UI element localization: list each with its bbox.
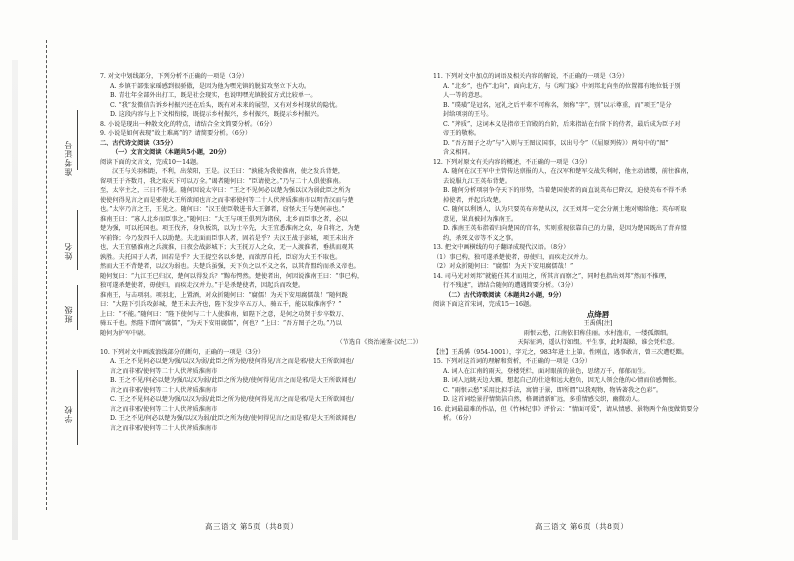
poem-title: 点绛唇 <box>586 309 610 319</box>
text-line: 也，大王宜骚淮南之兵渡淮，日夜会战彭城下；大王抚万人之众，无一人渡淮者，垂拱而观其 <box>100 244 354 251</box>
answer-option-line: C. “我”发微信告诉乡村振兴还在后头，既有对未来的展望，又有对乡村现状的隐忧。 <box>110 101 342 109</box>
answer-option-line: 去说服九江王英布背楚。 <box>443 177 512 185</box>
poem-line: 天际征鸿，遥认行如缀。平生事，此时凝睇，谁会凭栏意。 <box>517 339 679 346</box>
poem-block <box>433 310 763 348</box>
poem-author: 王禹偁[注] <box>583 320 613 327</box>
text-line: 11. 下列对文中加点的词语及相关内容的解说，不正确的一项是（3分） <box>433 73 629 80</box>
poem-line: 雨恨云愁，江南依旧称佳丽。水村渔市，一缕孤烟细。 <box>523 329 673 337</box>
answer-option-line: 意见，果真被封为淮南王。 <box>443 215 518 223</box>
answer-option-line: 帝王的敬称。 <box>443 130 481 137</box>
page-6-column <box>433 72 763 424</box>
page-footer-right: 高三语文 第6页（共8页） <box>535 522 629 531</box>
text-line: 阅读下面这首宋词，完成15～16题。 <box>433 301 536 308</box>
answer-option-line: B. 词人远眺天边大雁，想起自己的仕途和远大抱负，因无人领会他的心情而倍感惆怅。 <box>443 377 681 384</box>
binding-margin <box>0 0 92 561</box>
text-line: 至，太宰主之，三日不得见。随何因说太宰曰：“王之不见何必以楚为强以汉为弱此臣之所为 <box>100 187 351 194</box>
answer-option-line: 掉使者，并起兵攻楚。 <box>443 196 505 204</box>
text-line: 13. 把文中画横线的句子翻译成现代汉语。（8分） <box>433 244 570 251</box>
answer-option-line: D. 王之不见/何必以楚为强/以汉为弱/此臣之所为使/使何得见言/之而是邪/是大王所欲闻也/ <box>110 415 357 422</box>
text-line: 汉王与关羽相距，不利，出荥阳，王是。汉王曰：“孰能为我使淮南，使之发兵背楚， <box>112 168 345 175</box>
section-heading: （一）文言文阅读（本题共5小题，20分） <box>112 149 231 156</box>
answer-option-line: B. 王之不见/何必以楚为强/以汉为弱/此臣之所为使/使何得见/言之而是邪/是大王所欲闻也/ <box>110 377 356 384</box>
text-line: 淮南王，与击项羽。项羽北，上置酒，对众折随何曰：“腐儒！为天下安用腐儒哉！”随何跪 <box>100 291 348 299</box>
fill-line-name <box>77 210 78 270</box>
answer-option-line: D. “吾方图子之功”与“入则与王图议国事，以出号令”（《屈原列传》）两句中的“图” <box>443 139 669 147</box>
answer-option-line: B. 青壮年全部外出打工，既是社会现实，也说明嘿光镇脱贫方式比较单一。 <box>110 92 317 99</box>
binding-label-class: 班级 <box>64 305 73 323</box>
answer-option-line: B. “璞璜”是冠名，冠礼之后平辈不可称名，须称“字”，别“以示尊重，而“项王”是分 <box>443 101 672 109</box>
text-line: 【注】王禹偁（954-1001），字元之，983年进士上第。性刚直，遇事敢言，曾三次遭贬黜。 <box>433 348 688 356</box>
section-heading: 二、古代诗文阅读（35分） <box>100 139 177 147</box>
answer-option-line: A. 随何在汉王军中主管传达禀报的人，在汉军和楚军交战失利时，他主动请缨，前往淮南， <box>443 168 693 175</box>
answer-option-line: 言之而非邪/使何等二十人伏斧质淮南市 <box>110 367 218 375</box>
text-line: 也。”太宰乃言之王，王见之。随何曰：“汉王使臣敬进书大王御者，窃怪大王与楚何亲也。” <box>100 206 345 213</box>
text-line: 12. 下列对原文有关内容的概述，不正确的一项是（3分） <box>433 158 592 166</box>
text-line: 8. 小说是现出一种散文化的特点，请结合全文简要分析。（6分） <box>100 120 276 128</box>
answer-option-line: 析。（6分） <box>443 415 475 422</box>
fill-line-class <box>77 285 78 330</box>
answer-option-line: A. 词人在江南的雨天，登楼凭栏，面对眼前的景色，思绪万千，郁郁而生。 <box>443 367 650 375</box>
answer-option-line: B. 随何分析项羽争夺天下的形势，当着楚国使者的面直说英布已降汉，迫使英布不得不杀 <box>443 187 687 194</box>
source-citation: （节选自《资治通鉴·汉纪二》） <box>336 339 422 346</box>
text-line: 随何为护军中尉。 <box>100 329 150 337</box>
text-line: 随何复曰：“九江王已归汉，楚何以得发兵？”黥布愕然。楚使者出，何因说淮南王曰：“事已构， <box>100 272 364 280</box>
seal-cut-line <box>46 40 47 510</box>
binding-label-exam-number: 准考证号 <box>64 140 73 176</box>
page-5-column <box>100 72 430 433</box>
fill-line-school <box>77 370 78 445</box>
text-line: 军前锋；今乃发四千人以助楚。夫北面而臣事人者，固若是乎？夫汉王战于彭城，项王未出齐 <box>100 234 354 242</box>
text-line: 骑五千也。然陛下谓何“腐儒”，“为天下安用腐儒”，何也？”上曰：“吾方图子之功。”乃以 <box>100 320 342 327</box>
text-line: 独可遂杀楚使者，毋使归，而疾走汉并力。”于是杀楚使者，因起兵而攻楚。 <box>100 282 305 289</box>
answer-option-line: 含义相同。 <box>443 149 474 156</box>
text-line: 10. 下列对文中画波浪线部分的断句，正确的一项是（3分） <box>100 348 265 356</box>
text-line: （2）对众折随何曰：“腐儒！为天下安用腐儒哉！” <box>433 263 574 270</box>
text-line: （1）事已构，独可遂杀楚使者，毋使归，而疾走汉并力。 <box>433 253 592 261</box>
answer-option-line: 言之而非邪/使何等二十人伏斧质淮南市 <box>110 386 218 394</box>
text-line: 然而大王不背楚者，以汉为弱也。夫楚兵虽强，天下负之以不义之名，以其背盟约而杀义帝也。 <box>100 263 360 270</box>
answer-option-line: A. “北乡”，也作“北向”，面向北方，与《鸿门宴》中刘邦北向坐的位置都有地位低于别 <box>443 82 681 90</box>
answer-option-line: C. “斧质”，这词本义是指帝王宫殿的台阶，后来指站在台阶下的侍者，最后成为臣子对 <box>443 120 681 128</box>
text-line: 淮南王曰：“寡人北乡而臣事之。”随何曰：“大王与项王俱列为诸侯，北乡而臣事之者，必以 <box>100 215 348 223</box>
scan-edge-shadow <box>12 60 18 540</box>
text-line: 留项王于齐数月，我之取天下可以万全。”谒者随何曰：“臣请使之。”乃与二十人俱使淮南。 <box>100 177 345 185</box>
fill-line-exam-number <box>77 110 78 170</box>
binding-label-name: 姓名 <box>64 242 73 260</box>
right-column-questions-15-16 <box>433 348 763 424</box>
answer-option-line: D. 淮南王英布指着归向楚国的宫名，实则重视依靠自己的力量，是因为楚国既出了背弃盟 <box>443 225 687 232</box>
answer-option-line: C. 随何以利诱人，认为只要英布弃楚从汉，汉王刘邦一定会分割土地对赐给他；英布听取 <box>443 206 687 213</box>
answer-option-line: 人一等的意思。 <box>443 92 487 99</box>
answer-option-line: A. 乡镇干部张家瑶感到很骄傲，是因为他为嘿光镇的脱贫攻坚立下大功。 <box>110 82 311 90</box>
section-heading: （二）古代诗歌阅读（本题共2小题，9分） <box>445 291 565 299</box>
text-line: 7. 对文中划线部分，下列分析不正确的一项是（3分） <box>100 73 248 80</box>
answer-option-line: 言之而非邪/使何等二十人伏斧质淮南市 <box>110 424 218 432</box>
text-line: 15. 下列对这首词的理解和赏析，不正确的一项是（3分） <box>433 358 592 365</box>
text-line: 上曰：“不能。”随何曰：“陛下使何与二十人使淮南，如陛下之意，是何之功贤于步卒数万、 <box>100 310 348 318</box>
right-column-questions-11-14 <box>433 72 763 310</box>
text-line: 曰：“大陛下引兵攻彭城，楚王未去齐也，陛下发步卒五万人、骑五千，能以取淮南乎？” <box>100 301 342 308</box>
binding-label-school: 学校 <box>64 405 73 423</box>
text-line: 阅读下面的文言文，完成10～14题。 <box>100 158 203 166</box>
answer-option-line: C. “雨恨云愁”采用比拟手法，寓情于景，即所谓“以我观物，物皆著我之色彩”。 <box>443 386 663 394</box>
text-line: 孰胜。夫托国于人者，固若是乎？大王提空名以乡楚，而欲厚自托，臣窃为大王不取也。 <box>100 253 342 261</box>
answer-option-line: D. 这首词绘景抒情简洁自然，格调清新旷远，多重情感交织，幽微动人。 <box>443 396 644 403</box>
text-line: 楚为强，可以托国也。项王伐齐，身负板筑，以为士卒先，大王宜悉淮南之众，身自将之，为楚 <box>100 225 360 232</box>
text-line: 使使何得见言之而是邪使大王所欲闻也言之而非邪使何等二十人伏斧质淮南市以明背汉而与楚 <box>100 196 354 204</box>
page-footer-left: 高三语文 第5页（共8页） <box>205 522 299 531</box>
answer-option-line: C. 王之不见何必以楚为强/以汉为弱/此臣之所为使/使何得见言/之而是邪/是大王所欲闻也/ <box>110 396 354 403</box>
answer-option-line: 封给项羽的王号。 <box>443 111 493 118</box>
answer-option-line: 约，杀死义帝等不义之事。 <box>443 234 518 242</box>
text-line: 16. 此词最最难的作品，但《竹林纪事》评价云：“情面可爱”，请从情感、景物两个角度做简要分 <box>433 405 699 413</box>
answer-option-line: D. 这段内容与上下文相衔接，既提示乡村振兴，乡村振兴，既提示乡村振兴。 <box>110 111 323 118</box>
answer-option-line: 言之而非邪/使何等二十人伏斧质淮南市 <box>110 405 218 413</box>
answer-option-line: A. 王之不见何必以楚为强/以汉为弱/此臣之所为使/使何得见/言之而是邪/使大王所欲闻也/ <box>110 358 354 365</box>
answer-option-line: 行不残速”，请结合随何的遭遇简要分析。（3分） <box>443 282 577 289</box>
text-line: 14. 司马光对刘邦“就能任其才而用之，所其言而察之”，同时也指出刘邦“然而不推理， <box>433 272 671 280</box>
text-line: 9. 小说是如何表现“故土难离”的？请简要分析。（6分） <box>100 130 252 137</box>
